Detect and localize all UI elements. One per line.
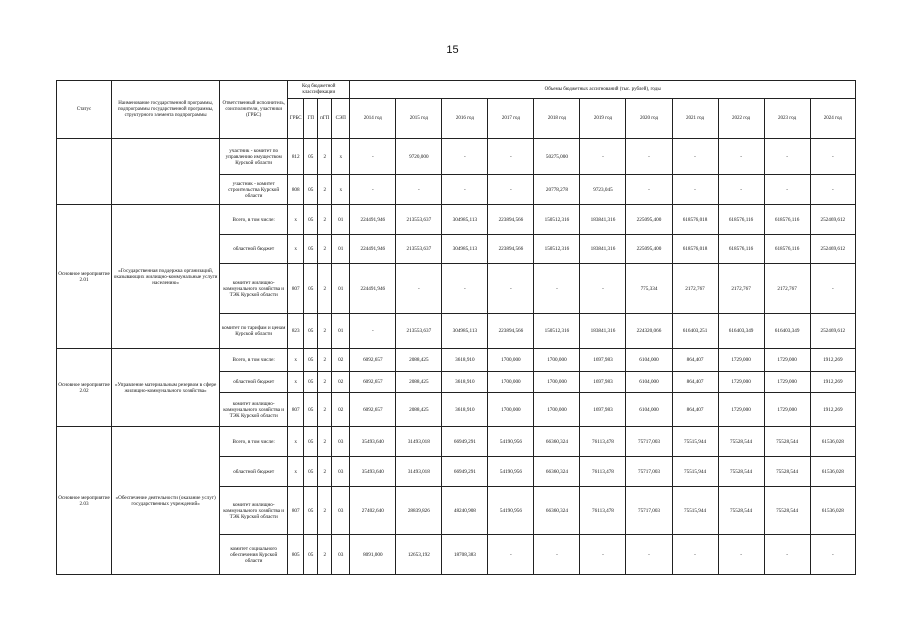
value-cell: -: [810, 139, 855, 175]
value-cell: -: [350, 139, 396, 175]
value-cell: 213553,637: [396, 314, 442, 349]
value-cell: 75528,544: [764, 427, 810, 457]
value-cell: 66360,324: [534, 457, 580, 487]
value-cell: 1700,000: [488, 349, 534, 372]
value-cell: 1700,000: [534, 393, 580, 427]
value-cell: -: [396, 264, 442, 314]
value-cell: 6104,000: [626, 372, 672, 393]
gp-cell: 05: [304, 427, 318, 457]
value-cell: 618576,116: [764, 205, 810, 235]
grbs-cell: 812: [288, 139, 304, 175]
sep-cell: х: [332, 175, 350, 205]
header-grbs: ГРБС: [288, 99, 304, 139]
value-cell: 75528,544: [718, 427, 764, 457]
responsible-cell: Всего, в том числе:: [220, 427, 288, 457]
sep-cell: 02: [332, 393, 350, 427]
value-cell: -: [488, 139, 534, 175]
value-cell: 48240,908: [442, 487, 488, 535]
value-cell: 3618,910: [442, 393, 488, 427]
value-cell: 864,407: [672, 393, 718, 427]
value-cell: 1912,269: [810, 349, 855, 372]
value-cell: 66360,324: [534, 487, 580, 535]
value-cell: 1912,269: [810, 372, 855, 393]
header-year: 2016 год: [442, 99, 488, 139]
value-cell: -: [580, 139, 626, 175]
status-cell: Основное мероприятие 2.02: [57, 349, 112, 427]
value-cell: 1697,983: [580, 393, 626, 427]
pgp-cell: 2: [318, 393, 332, 427]
header-year: 2018 год: [534, 99, 580, 139]
table-row: [57, 205, 856, 235]
gp-cell: 05: [304, 393, 318, 427]
value-cell: 304985,113: [442, 314, 488, 349]
value-cell: 150512,316: [534, 314, 580, 349]
sep-cell: х: [332, 139, 350, 175]
value-cell: -: [626, 535, 672, 575]
value-cell: 304985,113: [442, 235, 488, 264]
value-cell: 61536,028: [810, 457, 855, 487]
sep-cell: 03: [332, 457, 350, 487]
gp-cell: 05: [304, 535, 318, 575]
gp-cell: 05: [304, 264, 318, 314]
value-cell: 616403,349: [764, 314, 810, 349]
value-cell: 76113,478: [580, 487, 626, 535]
responsible-cell: Всего, в том числе:: [220, 349, 288, 372]
header-responsible: Ответственный исполнитель, соисполнители, участники (ГРБС): [220, 81, 288, 139]
value-cell: 2088,425: [396, 349, 442, 372]
responsible-cell: участник - комитет строительства Курской области: [220, 175, 288, 205]
grbs-cell: х: [288, 205, 304, 235]
value-cell: 1729,000: [764, 393, 810, 427]
value-cell: -: [534, 535, 580, 575]
pgp-cell: 2: [318, 372, 332, 393]
value-cell: 75717,003: [626, 487, 672, 535]
pgp-cell: 2: [318, 535, 332, 575]
value-cell: 75515,944: [672, 427, 718, 457]
grbs-cell: 807: [288, 487, 304, 535]
header-status: Статус: [57, 81, 112, 139]
value-cell: 75528,544: [764, 487, 810, 535]
value-cell: 76113,478: [580, 457, 626, 487]
value-cell: 223894,566: [488, 314, 534, 349]
header-year: 2021 год: [672, 99, 718, 139]
value-cell: 1697,983: [580, 349, 626, 372]
responsible-cell: комитет по тарифам и ценам Курской области: [220, 314, 288, 349]
value-cell: 1729,000: [764, 349, 810, 372]
value-cell: -: [350, 314, 396, 349]
value-cell: 1729,000: [764, 372, 810, 393]
value-cell: 1729,000: [718, 349, 764, 372]
value-cell: -: [810, 535, 855, 575]
value-cell: 75528,544: [718, 487, 764, 535]
value-cell: -: [626, 175, 672, 205]
value-cell: 75717,003: [626, 427, 672, 457]
value-cell: 183841,316: [580, 314, 626, 349]
value-cell: 28839,826: [396, 487, 442, 535]
page-number: 15: [446, 44, 459, 56]
value-cell: -: [764, 535, 810, 575]
gp-cell: 05: [304, 139, 318, 175]
value-cell: -: [810, 175, 855, 205]
value-cell: -: [580, 535, 626, 575]
table-body: [57, 139, 856, 575]
value-cell: 224320,066: [626, 314, 672, 349]
pgp-cell: 2: [318, 427, 332, 457]
header-gp: ГП: [304, 99, 318, 139]
value-cell: 224491,946: [350, 205, 396, 235]
grbs-cell: 807: [288, 393, 304, 427]
header-year: 2015 год: [396, 99, 442, 139]
program-name-cell: «Управление материальным резервом в сфере жилищно-коммунального хозяйства»: [112, 349, 220, 427]
gp-cell: 05: [304, 235, 318, 264]
value-cell: 31493,018: [396, 427, 442, 457]
sep-cell: 01: [332, 264, 350, 314]
value-cell: 54190,956: [488, 457, 534, 487]
grbs-cell: х: [288, 457, 304, 487]
pgp-cell: 2: [318, 139, 332, 175]
grbs-cell: х: [288, 349, 304, 372]
pgp-cell: 2: [318, 457, 332, 487]
value-cell: 304985,113: [442, 205, 488, 235]
value-cell: 9723,045: [580, 175, 626, 205]
value-cell: 183841,316: [580, 205, 626, 235]
value-cell: 66949,291: [442, 427, 488, 457]
value-cell: 8091,000: [350, 535, 396, 575]
responsible-cell: комитет жилищно-коммунального хозяйства и ТЭК Курской области: [220, 264, 288, 314]
program-name-cell: «Государственная поддержка организаций, оказывающих жилищно-коммунальные услуги населению»: [112, 205, 220, 349]
pgp-cell: 2: [318, 205, 332, 235]
value-cell: 224491,946: [350, 235, 396, 264]
value-cell: 75515,944: [672, 487, 718, 535]
header-year: 2022 год: [718, 99, 764, 139]
value-cell: 618576,116: [718, 235, 764, 264]
value-cell: -: [442, 175, 488, 205]
budget-table: [56, 80, 856, 575]
value-cell: 616403,251: [672, 314, 718, 349]
gp-cell: 05: [304, 205, 318, 235]
gp-cell: 05: [304, 175, 318, 205]
header-year: 2019 год: [580, 99, 626, 139]
value-cell: 2172,767: [718, 264, 764, 314]
sep-cell: 01: [332, 314, 350, 349]
value-cell: -: [488, 535, 534, 575]
responsible-cell: участник - комитет по управлению имуществом Курской области: [220, 139, 288, 175]
value-cell: 76113,478: [580, 427, 626, 457]
sep-cell: 02: [332, 372, 350, 393]
value-cell: 1700,000: [488, 372, 534, 393]
value-cell: 618576,116: [718, 205, 764, 235]
value-cell: 18708,383: [442, 535, 488, 575]
value-cell: 20778,278: [534, 175, 580, 205]
sep-cell: 01: [332, 235, 350, 264]
value-cell: -: [672, 175, 718, 205]
value-cell: 66949,291: [442, 457, 488, 487]
status-cell: Основное мероприятие 2.03: [57, 427, 112, 575]
value-cell: 61536,028: [810, 427, 855, 457]
value-cell: 1697,983: [580, 372, 626, 393]
value-cell: 618576,018: [672, 235, 718, 264]
value-cell: 775,334: [626, 264, 672, 314]
pgp-cell: 2: [318, 175, 332, 205]
value-cell: -: [396, 175, 442, 205]
value-cell: 54190,956: [488, 487, 534, 535]
grbs-cell: 808: [288, 175, 304, 205]
value-cell: 252469,612: [810, 235, 855, 264]
value-cell: 864,407: [672, 349, 718, 372]
responsible-cell: областной бюджет: [220, 457, 288, 487]
header-year: 2024 год: [810, 99, 855, 139]
value-cell: 1700,000: [534, 349, 580, 372]
value-cell: 66360,324: [534, 427, 580, 457]
value-cell: 1729,000: [718, 393, 764, 427]
value-cell: 6092,657: [350, 393, 396, 427]
responsible-cell: областной бюджет: [220, 372, 288, 393]
value-cell: 35493,640: [350, 457, 396, 487]
pgp-cell: 2: [318, 349, 332, 372]
value-cell: 616403,349: [718, 314, 764, 349]
value-cell: 1912,269: [810, 393, 855, 427]
value-cell: 864,407: [672, 372, 718, 393]
program-name-cell: «Обеспечение деятельности (оказание услуг) государственных учреждений»: [112, 427, 220, 575]
value-cell: 6092,657: [350, 372, 396, 393]
value-cell: -: [626, 139, 672, 175]
value-cell: 1700,000: [534, 372, 580, 393]
value-cell: 183841,316: [580, 235, 626, 264]
value-cell: 75528,544: [718, 457, 764, 487]
header-year: 2023 год: [764, 99, 810, 139]
value-cell: 618576,018: [672, 205, 718, 235]
value-cell: -: [672, 139, 718, 175]
value-cell: 3618,910: [442, 372, 488, 393]
value-cell: 618576,116: [764, 235, 810, 264]
value-cell: 12653,192: [396, 535, 442, 575]
status-cell: [57, 139, 112, 205]
pgp-cell: 2: [318, 235, 332, 264]
header-year: 2014 год: [350, 99, 396, 139]
value-cell: -: [764, 175, 810, 205]
value-cell: 224491,946: [350, 264, 396, 314]
value-cell: -: [350, 175, 396, 205]
value-cell: 150512,316: [534, 205, 580, 235]
header-year: 2017 год: [488, 99, 534, 139]
table-row: [57, 139, 856, 175]
header-pgp: пГП: [318, 99, 332, 139]
value-cell: 1700,000: [488, 393, 534, 427]
value-cell: 223894,566: [488, 235, 534, 264]
header-year: 2020 год: [626, 99, 672, 139]
value-cell: 3618,910: [442, 349, 488, 372]
value-cell: -: [672, 535, 718, 575]
value-cell: 1729,000: [718, 372, 764, 393]
value-cell: -: [718, 535, 764, 575]
sep-cell: 03: [332, 535, 350, 575]
grbs-cell: х: [288, 235, 304, 264]
value-cell: 35493,640: [350, 427, 396, 457]
sep-cell: 03: [332, 427, 350, 457]
header-code-group: Код бюджетной классификации: [288, 81, 350, 99]
value-cell: 75717,003: [626, 457, 672, 487]
value-cell: 252469,612: [810, 314, 855, 349]
responsible-cell: комитет жилищно-коммунального хозяйства и ТЭК Курской области: [220, 393, 288, 427]
header-name: Наименование государственной программы, подпрограммы государственной программы, структурного элемента подпрограммы: [112, 81, 220, 139]
value-cell: 6104,000: [626, 393, 672, 427]
responsible-cell: Всего, в том числе:: [220, 205, 288, 235]
gp-cell: 05: [304, 487, 318, 535]
sep-cell: 02: [332, 349, 350, 372]
program-name-cell: [112, 139, 220, 205]
value-cell: -: [580, 264, 626, 314]
value-cell: 2172,767: [764, 264, 810, 314]
value-cell: 225095,400: [626, 235, 672, 264]
value-cell: -: [764, 139, 810, 175]
grbs-cell: 807: [288, 264, 304, 314]
value-cell: 252469,612: [810, 205, 855, 235]
value-cell: 213553,637: [396, 205, 442, 235]
value-cell: 223894,566: [488, 205, 534, 235]
grbs-cell: х: [288, 372, 304, 393]
grbs-cell: 823: [288, 314, 304, 349]
value-cell: -: [442, 139, 488, 175]
header-volumes: Объемы бюджетных ассигнований (тыс. рублей), годы: [350, 81, 856, 99]
value-cell: 54190,956: [488, 427, 534, 457]
gp-cell: 05: [304, 314, 318, 349]
gp-cell: 05: [304, 349, 318, 372]
pgp-cell: 2: [318, 264, 332, 314]
responsible-cell: комитет жилищно-коммунального хозяйства и ТЭК Курской области: [220, 487, 288, 535]
value-cell: -: [718, 139, 764, 175]
value-cell: 2088,425: [396, 393, 442, 427]
value-cell: 2172,767: [672, 264, 718, 314]
value-cell: -: [488, 175, 534, 205]
value-cell: 6104,000: [626, 349, 672, 372]
status-cell: Основное мероприятие 2.01: [57, 205, 112, 349]
grbs-cell: х: [288, 427, 304, 457]
responsible-cell: областной бюджет: [220, 235, 288, 264]
sep-cell: 01: [332, 205, 350, 235]
pgp-cell: 2: [318, 314, 332, 349]
value-cell: 27402,640: [350, 487, 396, 535]
value-cell: 61536,028: [810, 487, 855, 535]
value-cell: 213553,637: [396, 235, 442, 264]
value-cell: -: [534, 264, 580, 314]
value-cell: 31493,018: [396, 457, 442, 487]
value-cell: 50275,000: [534, 139, 580, 175]
value-cell: 225095,400: [626, 205, 672, 235]
value-cell: -: [810, 264, 855, 314]
table-row: [57, 349, 856, 372]
value-cell: 9720,000: [396, 139, 442, 175]
value-cell: 2088,425: [396, 372, 442, 393]
gp-cell: 05: [304, 372, 318, 393]
table-row: [57, 427, 856, 457]
sep-cell: 03: [332, 487, 350, 535]
value-cell: 6092,657: [350, 349, 396, 372]
header-sep: СЭП: [332, 99, 350, 139]
pgp-cell: 2: [318, 487, 332, 535]
value-cell: 150512,316: [534, 235, 580, 264]
gp-cell: 05: [304, 457, 318, 487]
value-cell: -: [442, 264, 488, 314]
value-cell: -: [488, 264, 534, 314]
value-cell: -: [718, 175, 764, 205]
grbs-cell: 805: [288, 535, 304, 575]
responsible-cell: комитет социального обеспечения Курской области: [220, 535, 288, 575]
value-cell: 75515,944: [672, 457, 718, 487]
table-header: [57, 81, 856, 139]
value-cell: 75528,544: [764, 457, 810, 487]
